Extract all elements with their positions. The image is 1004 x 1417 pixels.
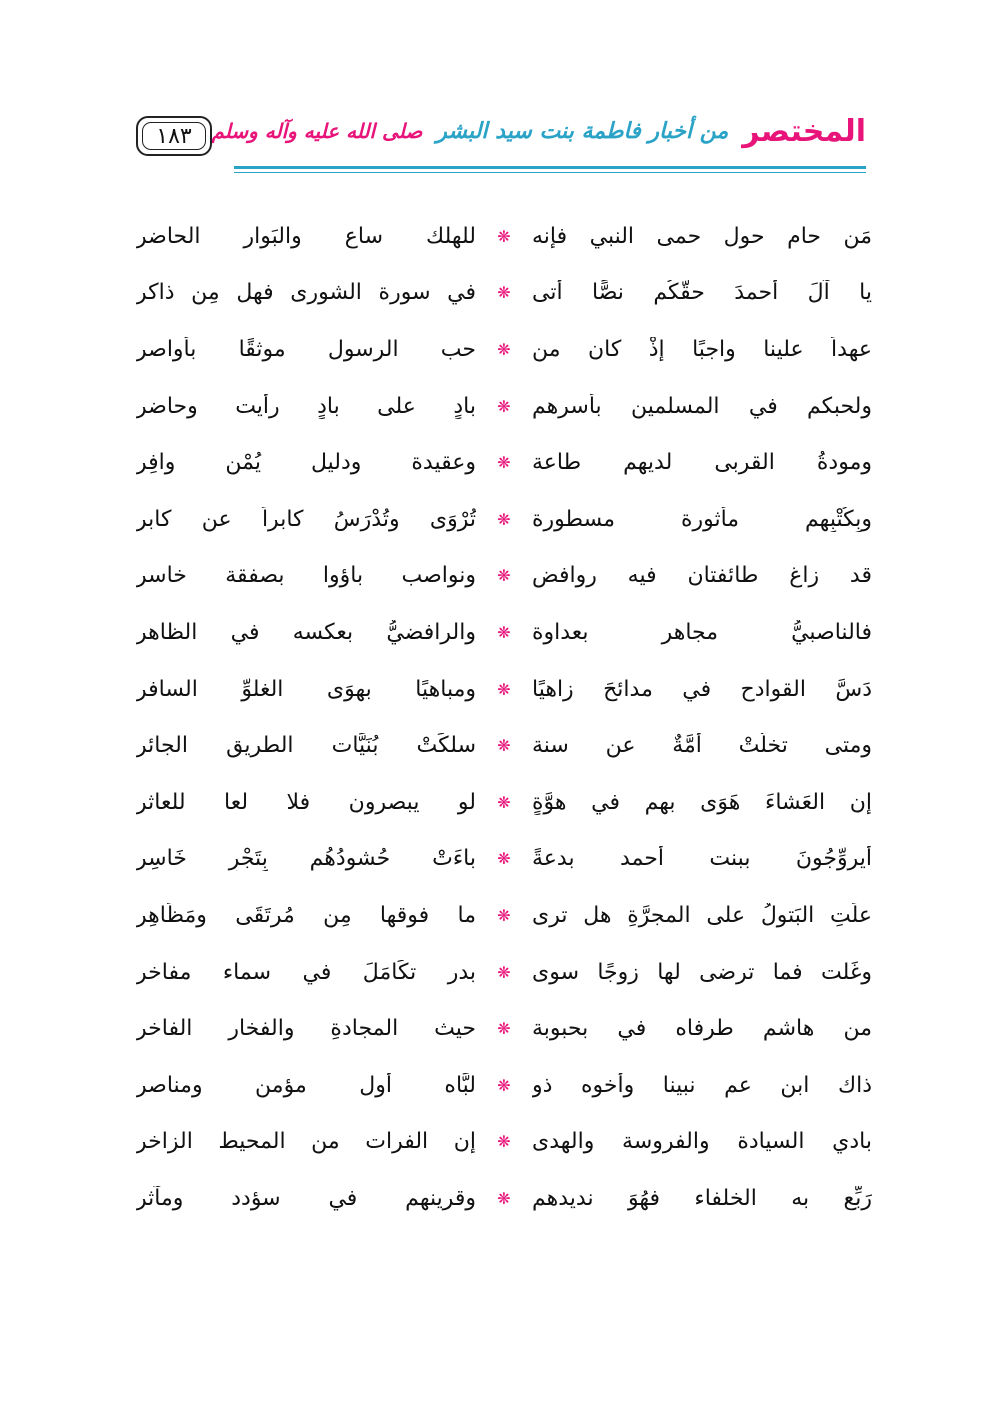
separator-star-icon: ❋ bbox=[497, 1188, 511, 1208]
verse-first-hemistich: يا آلَ أحمدَ حقُّكُم نصًّا أتى bbox=[532, 280, 872, 306]
verse-first-hemistich: من هاشمٍ طرفاه في بحبوبة bbox=[532, 1016, 872, 1042]
separator-star-icon: ❋ bbox=[497, 792, 511, 812]
verse-line bbox=[136, 548, 872, 605]
separator-star-icon: ❋ bbox=[497, 566, 511, 586]
verse-second-hemistich: والرافضيُّ بعكسه في الظاهر bbox=[136, 619, 476, 645]
verse-line bbox=[136, 321, 872, 378]
verse-line bbox=[136, 265, 872, 322]
separator-star-icon: ❋ bbox=[497, 453, 511, 473]
separator-star-icon: ❋ bbox=[497, 962, 511, 982]
verse-second-hemistich: وقرينهم في سؤدد ومآثر bbox=[136, 1185, 476, 1211]
separator-star-icon: ❋ bbox=[497, 849, 511, 869]
separator-star-icon: ❋ bbox=[497, 905, 511, 925]
page-number bbox=[136, 116, 212, 156]
separator-star-icon: ❋ bbox=[497, 283, 511, 303]
separator-star-icon: ❋ bbox=[497, 1075, 511, 1095]
verse-second-hemistich: بدر تكَامَلَ في سماء مفاخر bbox=[136, 959, 476, 985]
verse-line bbox=[136, 1000, 872, 1057]
verse-line bbox=[136, 378, 872, 435]
verse-line bbox=[136, 208, 872, 265]
verse-first-hemistich: قد زاغ طائفتان فيه روافض bbox=[532, 563, 872, 589]
verse-first-hemistich: ومودةُ القربى لديهم طاعة bbox=[532, 450, 872, 476]
verse-second-hemistich: لبَّاه أول مؤمن ومناصر bbox=[136, 1072, 476, 1098]
verse-first-hemistich: بادي السيادة والفروسة والهدى bbox=[532, 1129, 872, 1155]
verse-first-hemistich: علَتِ البَتولُ على المجرَّةِ هل ترى bbox=[532, 902, 872, 928]
verse-second-hemistich: ما فوقها مِن مُرتَقَى ومَظَاهِر bbox=[136, 902, 476, 928]
title-subtitle: من أخبار فاطمة بنت سيد البشر bbox=[436, 118, 729, 144]
verse-line bbox=[136, 434, 872, 491]
title-salutation: صلى الله عليه وآله وسلم bbox=[211, 119, 423, 143]
verse-line bbox=[136, 604, 872, 661]
verse-second-hemistich: باءَتْ حُشودُهُم بِتَجْرٍ خَاسِر bbox=[136, 846, 476, 872]
verse-second-hemistich: لو يبصرون فلا لعا للعاثر bbox=[136, 789, 476, 815]
verse-first-hemistich: عهداً علينا واجبًا إذْ كان من bbox=[532, 336, 872, 362]
poem-body bbox=[136, 208, 872, 1227]
verse-line bbox=[136, 1170, 872, 1227]
verse-first-hemistich: ومتى تخلَّتْ أمَّةٌ عن سنة bbox=[532, 733, 872, 759]
verse-line bbox=[136, 944, 872, 1001]
verse-first-hemistich: مَن حام حول حمى النبي فإنه bbox=[532, 223, 872, 249]
verse-second-hemistich: ونواصب باؤوا بصفقة خاسر bbox=[136, 563, 476, 589]
separator-star-icon: ❋ bbox=[497, 736, 511, 756]
verse-second-hemistich: سلكَتْ بُنَيَّات الطريق الجائر bbox=[136, 733, 476, 759]
separator-star-icon: ❋ bbox=[497, 1132, 511, 1152]
separator-star-icon: ❋ bbox=[497, 679, 511, 699]
verse-line bbox=[136, 661, 872, 718]
separator-star-icon: ❋ bbox=[497, 226, 511, 246]
verse-first-hemistich: رَبِّع به الخلفاء فهُوَ نديدهم bbox=[532, 1185, 872, 1211]
verse-line bbox=[136, 1057, 872, 1114]
verse-second-hemistich: بادٍ على بادٍ رأيت وحاضر bbox=[136, 393, 476, 419]
verse-second-hemistich: حب الرسول موثقًا بأواصر bbox=[136, 336, 476, 362]
title-main: المختصر bbox=[742, 113, 866, 149]
separator-star-icon: ❋ bbox=[497, 339, 511, 359]
verse-second-hemistich: تُرْوَى وتُدْرَسُ كابراً عن كابر bbox=[136, 506, 476, 532]
separator-star-icon: ❋ bbox=[497, 1019, 511, 1039]
verse-first-hemistich: وغَلت فما ترضى لها زوجًا سوى bbox=[532, 959, 872, 985]
verse-line bbox=[136, 887, 872, 944]
page-number-text: ١٨٣ bbox=[156, 123, 192, 149]
verse-second-hemistich: في سورة الشورى فهل مِن ذاكر bbox=[136, 280, 476, 306]
verse-line bbox=[136, 1114, 872, 1171]
verse-first-hemistich: دَسَّ القوادح في مدائحَ زاهيًا bbox=[532, 676, 872, 702]
verse-first-hemistich: ذاك ابن عم نبينا وأخوه ذو bbox=[532, 1072, 872, 1098]
verse-first-hemistich: إن العَشاءَ هَوَى بهم في هوَّةٍ bbox=[532, 789, 872, 815]
verse-second-hemistich: حيث المجادةِ والفخارِ الفاخر bbox=[136, 1016, 476, 1042]
verse-first-hemistich: فالناصبيُّ مجاهر بعداوة bbox=[532, 619, 872, 645]
running-title bbox=[211, 98, 866, 164]
header-rule bbox=[234, 166, 866, 169]
verse-line bbox=[136, 774, 872, 831]
separator-star-icon: ❋ bbox=[497, 622, 511, 642]
verse-line bbox=[136, 717, 872, 774]
verse-second-hemistich: إن الفرات من المحيط الزاخر bbox=[136, 1129, 476, 1155]
verse-second-hemistich: للهلك ساعٍ والبَوارِ الحاضر bbox=[136, 223, 476, 249]
separator-star-icon: ❋ bbox=[497, 396, 511, 416]
verse-second-hemistich: ومباهيًا بهوَى الغلوِّ السافر bbox=[136, 676, 476, 702]
separator-star-icon: ❋ bbox=[497, 509, 511, 529]
page-header bbox=[136, 98, 866, 176]
verse-first-hemistich: ولحبكم في المسلمين بأسرهم bbox=[532, 393, 872, 419]
verse-second-hemistich: وعقيدة ودليل يُمْنٍ وافِر bbox=[136, 450, 476, 476]
verse-first-hemistich: أيروِّجُونَ ببنت أحمد بدعةً bbox=[532, 846, 872, 872]
header-rule-thin bbox=[234, 172, 866, 173]
verse-line bbox=[136, 831, 872, 888]
verse-first-hemistich: وبِكُتْبِهم مأثورة مسطورة bbox=[532, 506, 872, 532]
verse-line bbox=[136, 491, 872, 548]
